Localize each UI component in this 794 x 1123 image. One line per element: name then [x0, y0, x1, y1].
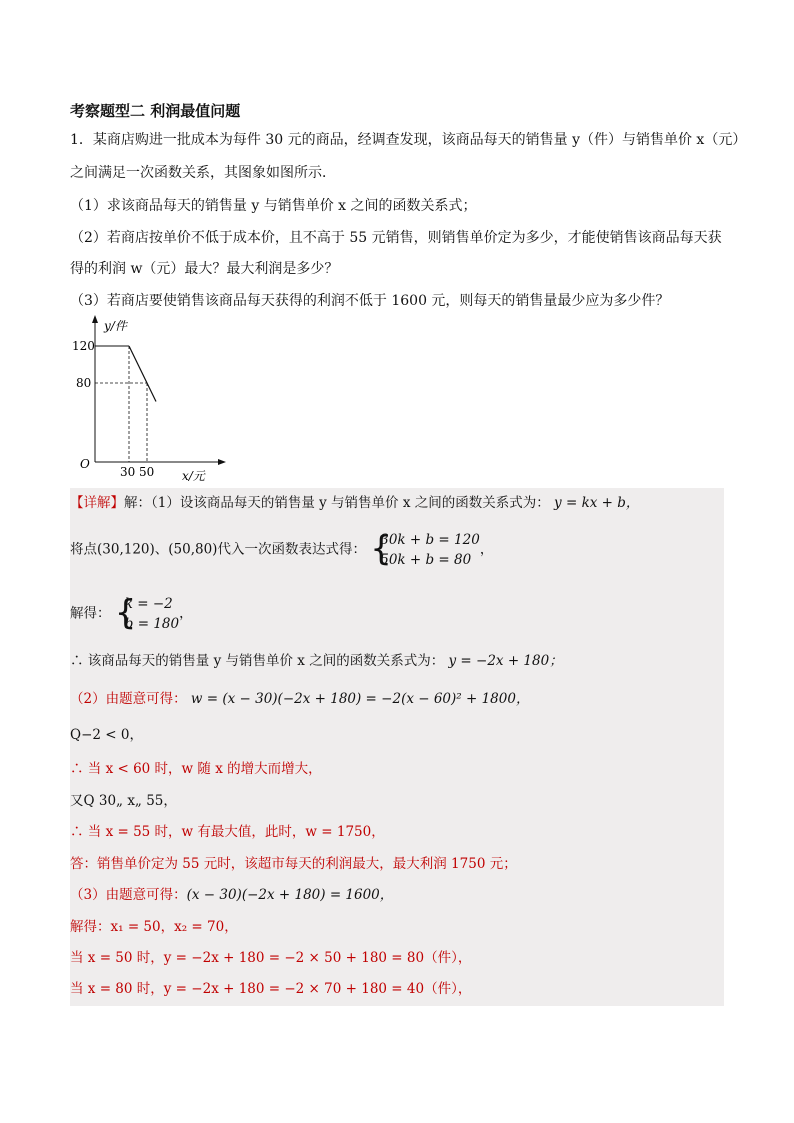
- question-1: （1）求该商品每天的销售量 y 与销售单价 x 之间的函数关系式；: [70, 198, 477, 214]
- problem-line-2: 之间满足一次函数关系，其图象如图所示．: [70, 165, 336, 181]
- solution-1-intro: 解：（1）设该商品每天的销售量 y 与销售单价 x 之间的函数关系式为：: [124, 495, 550, 511]
- solution-line-3: [70, 594, 193, 634]
- solution-line-6: Q−2 < 0，: [70, 727, 143, 743]
- solution-line-1: [70, 494, 639, 512]
- function-line: [129, 346, 156, 402]
- system-2-end: ，: [179, 605, 193, 622]
- solution-line-2: [70, 530, 493, 570]
- system-1-end: ，: [479, 541, 494, 558]
- origin-label: O: [80, 457, 90, 471]
- equation-system-1: [370, 530, 480, 570]
- system-2-eq-2: b = 180: [124, 616, 180, 632]
- conclusion-1-text: ∴ 该商品每天的销售量 y 与销售单价 x 之间的函数关系式为：: [70, 653, 445, 669]
- x-tick-30: 30: [120, 465, 136, 479]
- solution-line-8: 又Q 30„ x„ 55，: [70, 793, 177, 809]
- problem-line-1: 1．某商店购进一批成本为每件 30 元的商品，经调查发现，该商品每天的销售量 y（件）与销售单价 x（元）: [70, 132, 747, 148]
- section-heading: 考察题型二 利润最值问题: [70, 102, 241, 120]
- solution-line-7: ∴ 当 x < 60 时，w 随 x 的增大而增大，: [70, 761, 322, 777]
- part-3-equation: (x − 30)(−2x + 180) = 1600，: [186, 887, 394, 903]
- solve-label: 解得：: [70, 605, 111, 622]
- y-tick-120: 120: [72, 339, 95, 353]
- solution-1-formula: y = kx + b，: [554, 495, 640, 511]
- solution-line-13: 当 x = 50 时，y = −2x + 180 = −2 × 50 + 180 = 80（件），: [70, 950, 472, 966]
- question-2-part-a: （2）若商店按单价不低于成本价，且不高于 55 元销售，则销售单价定为多少，才能使销售该商品每天获: [70, 230, 722, 246]
- equation-system-2: [115, 594, 179, 634]
- y-tick-80: 80: [76, 376, 92, 390]
- function-graph: [70, 312, 230, 488]
- solution-line-10: 答：销售单价定为 55 元时，该超市每天的利润最大，最大利润 1750 元；: [70, 856, 517, 872]
- question-2-part-b: 得的利润 w（元）最大？最大利润是多少？: [70, 261, 339, 277]
- solution-line-4: [70, 652, 563, 670]
- part-2-intro: （2）由题意可得：: [70, 691, 187, 707]
- x-tick-50: 50: [139, 465, 155, 479]
- solution-line-12: 解得：x₁ = 50，x₂ = 70，: [70, 919, 238, 935]
- solution-line-9: ∴ 当 x = 55 时，w 有最大值，此时，w = 1750，: [70, 824, 385, 840]
- profit-formula: w = (x − 30)(−2x + 180) = −2(x − 60)² + 1800，: [190, 691, 530, 707]
- conclusion-1-formula: y = −2x + 180；: [448, 653, 563, 669]
- solution-line-5: [70, 690, 529, 708]
- system-1-eq-1: 30k + b = 120: [380, 532, 480, 548]
- y-axis-arrow: [92, 315, 98, 323]
- brace-icon: {: [114, 593, 137, 633]
- y-axis-label: y/件: [104, 319, 127, 333]
- part-3-intro: （3）由题意可得：: [70, 887, 187, 903]
- detail-tag: 【详解】: [70, 495, 124, 511]
- solution-line-14: 当 x = 80 时，y = −2x + 180 = −2 × 70 + 180 = 40（件），: [70, 981, 472, 997]
- substitution-text: 将点(30,120)、(50,80)代入一次函数表达式得：: [70, 541, 366, 558]
- x-axis-arrow: [218, 459, 226, 465]
- solution-line-11: [70, 886, 393, 904]
- x-axis-label: x/元: [182, 469, 205, 483]
- system-1-eq-2: 50k + b = 80: [380, 552, 472, 568]
- system-2-eq-1: k = −2: [124, 596, 173, 612]
- question-3: （3）若商店要使销售该商品每天获得的利润不低于 1600 元，则每天的销售量最少应为多少件？: [70, 293, 670, 309]
- brace-icon: {: [370, 529, 392, 569]
- solution-block: [70, 488, 724, 1006]
